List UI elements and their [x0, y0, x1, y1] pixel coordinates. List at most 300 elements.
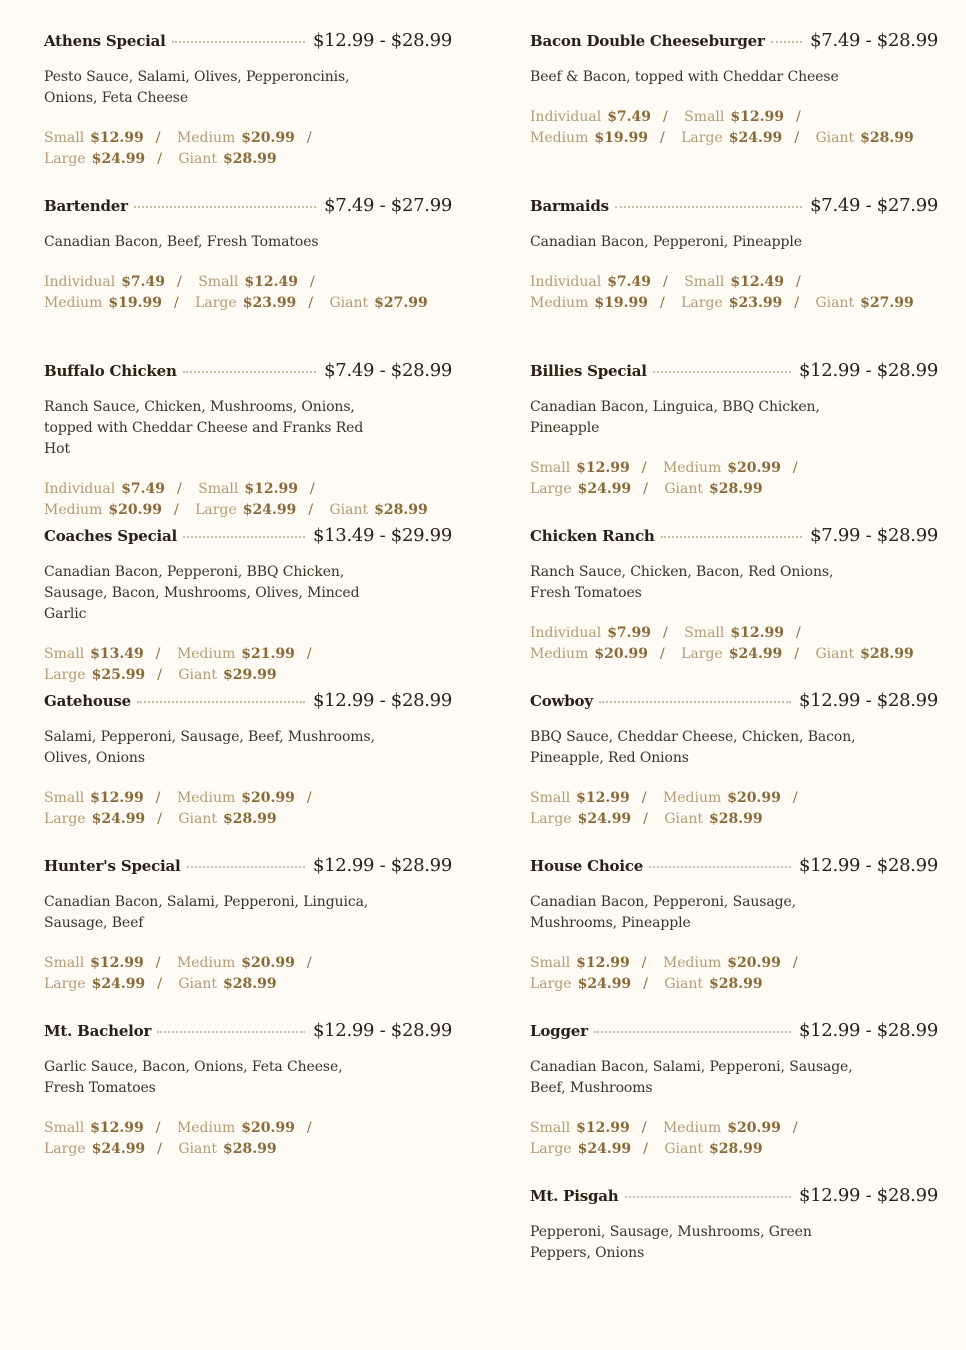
size-price: $20.99: [241, 130, 295, 146]
size-option-small[interactable]: [684, 625, 784, 641]
menu-item-sizes: [44, 272, 444, 314]
size-price: $24.99: [91, 1141, 146, 1157]
menu-item-coaches-special[interactable]: [44, 525, 452, 690]
size-option-individual[interactable]: [530, 625, 651, 641]
size-separator: /: [795, 274, 801, 290]
size-option-medium[interactable]: [530, 646, 648, 662]
size-option-small[interactable]: [530, 460, 630, 476]
menu-item-price-range: $12.99 - $28.99: [799, 360, 938, 381]
dotted-leader: [653, 371, 791, 373]
size-price: $20.99: [727, 1120, 781, 1136]
menu-column-right: [530, 30, 938, 1350]
size-label: Giant: [329, 502, 369, 518]
size-label: Medium: [662, 460, 722, 476]
size-price: $28.99: [709, 976, 763, 992]
size-separator: /: [309, 274, 315, 290]
menu-item-name: Coaches Special: [44, 527, 178, 545]
size-separator: /: [659, 130, 665, 146]
size-price: $27.99: [860, 295, 914, 311]
menu-item-price-range: $7.49 - $27.99: [810, 195, 938, 216]
menu-item-header: [530, 1185, 938, 1213]
size-option-giant[interactable]: [329, 502, 427, 518]
size-label: Medium: [662, 790, 722, 806]
size-separator: /: [795, 109, 801, 125]
size-label: Small: [44, 1120, 85, 1136]
size-option-giant[interactable]: [329, 295, 427, 311]
dotted-leader: [649, 866, 791, 868]
size-option-large[interactable]: [530, 976, 631, 992]
menu-item-sizes: [44, 479, 444, 521]
size-separator: /: [157, 1141, 162, 1157]
menu-item-sizes: [530, 1118, 930, 1160]
size-price: $24.99: [577, 1141, 632, 1157]
size-price: $20.99: [241, 955, 295, 971]
size-separator: /: [173, 502, 179, 518]
size-label: Large: [530, 976, 572, 992]
size-option-large[interactable]: [530, 481, 631, 497]
size-separator: /: [157, 976, 162, 992]
menu-item-description: Salami, Pepperoni, Sausage, Beef, Mushrooms, Olives, Onions: [44, 729, 375, 766]
menu-item-header: [44, 30, 452, 58]
size-option-large[interactable]: [195, 295, 296, 311]
size-option-large[interactable]: [681, 130, 782, 146]
size-option-large[interactable]: [530, 1141, 631, 1157]
size-price: $7.49: [607, 274, 652, 290]
size-option-small[interactable]: [198, 481, 298, 497]
size-option-small[interactable]: [684, 109, 784, 125]
size-option-large[interactable]: [681, 646, 782, 662]
menu-item-price-range: $13.49 - $29.99: [313, 525, 452, 546]
size-price: $12.99: [576, 460, 630, 476]
menu-column-left: [44, 30, 452, 1350]
size-separator: /: [641, 790, 647, 806]
menu-item-price-range: $7.99 - $28.99: [810, 525, 938, 546]
menu-item-description: Pesto Sauce, Salami, Olives, Pepperoncinis, Onions, Feta Cheese: [44, 69, 350, 106]
size-price: $23.99: [728, 295, 783, 311]
menu-item-description: BBQ Sauce, Cheddar Cheese, Chicken, Bacon, Pineapple, Red Onions: [530, 729, 856, 766]
size-separator: /: [663, 109, 668, 125]
menu-item-price-range: $7.49 - $28.99: [324, 360, 452, 381]
size-separator: /: [309, 481, 315, 497]
size-separator: /: [792, 790, 798, 806]
size-option-large[interactable]: [195, 502, 296, 518]
size-label: Small: [44, 130, 85, 146]
size-price: $20.99: [241, 1120, 295, 1136]
size-separator: /: [641, 460, 647, 476]
size-label: Small: [684, 109, 725, 125]
menu-item-mt-pisgah[interactable]: [530, 1185, 938, 1350]
menu-item-sizes: [44, 1118, 444, 1160]
size-price: $20.99: [594, 646, 648, 662]
size-option-medium[interactable]: [177, 130, 295, 146]
menu-item-description: Canadian Bacon, Pepperoni, Pineapple: [530, 234, 802, 250]
size-label: Large: [195, 502, 237, 518]
size-separator: /: [177, 274, 182, 290]
size-option-medium[interactable]: [530, 130, 648, 146]
size-price: $28.99: [860, 646, 914, 662]
menu-item-name: Gatehouse: [44, 692, 132, 710]
size-label: Individual: [44, 274, 116, 290]
menu-item-name: Logger: [530, 1022, 588, 1040]
size-option-medium[interactable]: [44, 295, 162, 311]
size-separator: /: [157, 151, 162, 167]
menu-item-header: [530, 1020, 938, 1048]
size-separator: /: [663, 625, 668, 641]
size-price: $28.99: [223, 1141, 277, 1157]
size-price: $12.99: [90, 130, 144, 146]
size-option-small[interactable]: [44, 790, 144, 806]
menu-item-gatehouse[interactable]: [44, 690, 452, 855]
dotted-leader: [183, 536, 305, 538]
size-label: Individual: [530, 274, 602, 290]
menu-item-buffalo-chicken[interactable]: [44, 360, 452, 525]
menu-item-cowboy[interactable]: [530, 690, 938, 855]
size-price: $24.99: [577, 976, 632, 992]
menu: [44, 30, 938, 1350]
menu-item-hunter-s-special[interactable]: [44, 855, 452, 1020]
size-label: Medium: [44, 502, 103, 518]
menu-item-name: Athens Special: [44, 32, 166, 50]
menu-item-mt-bachelor[interactable]: [44, 1020, 452, 1185]
size-option-individual[interactable]: [530, 109, 651, 125]
size-price: $7.49: [607, 109, 652, 125]
size-price: $20.99: [727, 790, 781, 806]
size-option-small[interactable]: [530, 1120, 630, 1136]
dotted-leader: [137, 701, 305, 703]
size-option-giant[interactable]: [664, 976, 762, 992]
menu-item-header: [530, 30, 938, 58]
size-option-giant[interactable]: [178, 667, 276, 683]
size-label: Small: [530, 955, 571, 971]
size-option-small[interactable]: [44, 646, 144, 662]
size-option-small[interactable]: [530, 955, 630, 971]
size-label: Large: [530, 811, 572, 827]
dotted-leader: [594, 1031, 791, 1033]
size-label: Small: [198, 274, 239, 290]
size-price: $28.99: [223, 811, 277, 827]
menu-item-sizes: [44, 953, 444, 995]
size-label: Small: [44, 790, 85, 806]
menu-item-description: Canadian Bacon, Pepperoni, BBQ Chicken, Sausage, Bacon, Mushrooms, Olives, Minced Garlic: [44, 564, 360, 622]
menu-item-description: Pepperoni, Sausage, Mushrooms, Green Peppers, Onions: [530, 1224, 812, 1261]
size-label: Individual: [530, 625, 602, 641]
size-label: Giant: [178, 151, 218, 167]
menu-item-price-range: $12.99 - $28.99: [799, 1185, 938, 1206]
size-price: $7.49: [121, 481, 166, 497]
size-price: $12.99: [730, 625, 784, 641]
size-label: Large: [681, 646, 723, 662]
size-price: $28.99: [374, 502, 428, 518]
size-separator: /: [795, 625, 801, 641]
size-separator: /: [663, 274, 668, 290]
size-price: $24.99: [577, 481, 632, 497]
menu-item-sizes: [530, 623, 930, 665]
size-label: Small: [684, 625, 725, 641]
size-separator: /: [306, 955, 312, 971]
menu-item-name: Buffalo Chicken: [44, 362, 177, 380]
size-price: $24.99: [91, 976, 146, 992]
menu-item-logger[interactable]: [530, 1020, 938, 1185]
size-option-medium[interactable]: [663, 790, 781, 806]
size-separator: /: [643, 1141, 648, 1157]
size-option-large[interactable]: [44, 667, 145, 683]
size-label: Large: [681, 130, 723, 146]
size-option-medium[interactable]: [177, 955, 295, 971]
menu-item-description: Canadian Bacon, Salami, Pepperoni, Sausage, Beef, Mushrooms: [530, 1059, 853, 1096]
dotted-leader: [599, 701, 791, 703]
size-label: Giant: [664, 811, 704, 827]
size-separator: /: [643, 481, 648, 497]
size-separator: /: [794, 295, 800, 311]
menu-item-chicken-ranch[interactable]: [530, 525, 938, 690]
menu-item-description: Ranch Sauce, Chicken, Mushrooms, Onions, topped with Cheddar Cheese and Franks Red Hot: [44, 399, 364, 457]
size-label: Large: [44, 1141, 86, 1157]
menu-item-sizes: [44, 644, 444, 686]
menu-item-sizes: [44, 128, 444, 170]
size-option-giant[interactable]: [178, 1141, 276, 1157]
size-price: $28.99: [709, 481, 763, 497]
menu-item-header: [44, 195, 452, 223]
menu-item-barmaids[interactable]: [530, 195, 938, 360]
size-label: Small: [198, 481, 239, 497]
size-label: Medium: [530, 295, 589, 311]
size-price: $24.99: [728, 646, 783, 662]
size-price: $7.99: [607, 625, 652, 641]
size-separator: /: [308, 295, 314, 311]
size-separator: /: [792, 460, 798, 476]
size-separator: /: [173, 295, 179, 311]
size-price: $28.99: [223, 976, 277, 992]
size-label: Individual: [44, 481, 116, 497]
size-option-small[interactable]: [44, 130, 144, 146]
size-price: $12.99: [90, 790, 144, 806]
menu-item-header: [44, 690, 452, 718]
size-option-large[interactable]: [681, 295, 782, 311]
menu-item-name: Chicken Ranch: [530, 527, 655, 545]
size-option-individual[interactable]: [530, 274, 651, 290]
size-option-medium[interactable]: [663, 1120, 781, 1136]
menu-item-sizes: [530, 272, 930, 314]
size-price: $12.99: [244, 481, 298, 497]
size-label: Large: [44, 976, 86, 992]
size-price: $12.99: [576, 1120, 630, 1136]
menu-item-sizes: [530, 953, 930, 995]
size-option-large[interactable]: [530, 811, 631, 827]
dotted-leader: [183, 371, 317, 373]
menu-item-header: [530, 690, 938, 718]
menu-item-description: Garlic Sauce, Bacon, Onions, Feta Cheese, Fresh Tomatoes: [44, 1059, 343, 1096]
size-label: Medium: [176, 955, 236, 971]
size-option-medium[interactable]: [44, 502, 162, 518]
size-option-giant[interactable]: [664, 1141, 762, 1157]
size-price: $28.99: [709, 811, 763, 827]
size-option-medium[interactable]: [177, 1120, 295, 1136]
menu-item-athens-special[interactable]: [44, 30, 452, 195]
menu-item-name: Hunter's Special: [44, 857, 181, 875]
menu-item-billies-special[interactable]: [530, 360, 938, 525]
menu-item-house-choice[interactable]: [530, 855, 938, 1020]
size-label: Individual: [530, 109, 602, 125]
menu-item-name: Mt. Bachelor: [44, 1022, 152, 1040]
size-separator: /: [659, 646, 665, 662]
size-label: Giant: [664, 481, 704, 497]
size-option-medium[interactable]: [177, 646, 295, 662]
size-price: $24.99: [577, 811, 632, 827]
menu-item-bacon-double-cheeseburger[interactable]: [530, 30, 938, 195]
size-label: Small: [530, 460, 571, 476]
size-separator: /: [157, 811, 162, 827]
size-option-giant[interactable]: [178, 811, 276, 827]
size-separator: /: [792, 955, 798, 971]
size-price: $12.49: [730, 274, 784, 290]
size-separator: /: [157, 667, 162, 683]
dotted-leader: [615, 206, 802, 208]
size-price: $24.99: [91, 151, 146, 167]
menu-item-price-range: $12.99 - $28.99: [799, 690, 938, 711]
size-separator: /: [155, 1120, 161, 1136]
size-option-small[interactable]: [530, 790, 630, 806]
size-option-large[interactable]: [44, 811, 145, 827]
menu-item-description: Canadian Bacon, Beef, Fresh Tomatoes: [44, 234, 319, 250]
menu-item-price-range: $12.99 - $28.99: [313, 30, 452, 51]
size-price: $20.99: [108, 502, 162, 518]
size-price: $19.99: [594, 130, 648, 146]
size-option-giant[interactable]: [815, 646, 913, 662]
menu-item-header: [530, 360, 938, 388]
size-separator: /: [306, 790, 312, 806]
size-option-large[interactable]: [44, 976, 145, 992]
size-option-medium[interactable]: [663, 955, 781, 971]
size-option-individual[interactable]: [44, 481, 165, 497]
size-label: Giant: [664, 976, 704, 992]
size-label: Giant: [329, 295, 369, 311]
size-price: $20.99: [241, 790, 295, 806]
menu-item-price-range: $7.49 - $27.99: [324, 195, 452, 216]
size-price: $19.99: [108, 295, 162, 311]
size-label: Medium: [176, 1120, 236, 1136]
size-label: Giant: [664, 1141, 704, 1157]
menu-item-sizes: [530, 788, 930, 830]
size-option-medium[interactable]: [177, 790, 295, 806]
size-price: $12.99: [730, 109, 784, 125]
size-label: Large: [195, 295, 237, 311]
size-option-medium[interactable]: [663, 460, 781, 476]
size-label: Large: [44, 667, 86, 683]
size-label: Small: [44, 955, 85, 971]
size-price: $12.99: [90, 1120, 144, 1136]
size-option-giant[interactable]: [664, 811, 762, 827]
size-label: Giant: [178, 811, 218, 827]
size-label: Large: [530, 1141, 572, 1157]
menu-item-price-range: $12.99 - $28.99: [313, 1020, 452, 1041]
size-label: Giant: [178, 1141, 218, 1157]
menu-item-name: Bartender: [44, 197, 128, 215]
size-price: $13.49: [90, 646, 144, 662]
size-price: $20.99: [727, 955, 781, 971]
dotted-leader: [187, 866, 305, 868]
size-label: Giant: [815, 646, 855, 662]
menu-item-header: [530, 195, 938, 223]
menu-item-price-range: $12.99 - $28.99: [313, 690, 452, 711]
dotted-leader: [134, 206, 316, 208]
size-price: $12.99: [576, 790, 630, 806]
size-price: $21.99: [241, 646, 295, 662]
size-option-large[interactable]: [44, 1141, 145, 1157]
size-price: $25.99: [91, 667, 146, 683]
size-price: $29.99: [223, 667, 277, 683]
size-option-small[interactable]: [44, 1120, 144, 1136]
menu-item-name: Cowboy: [530, 692, 593, 710]
menu-item-name: House Choice: [530, 857, 644, 875]
menu-item-header: [530, 855, 938, 883]
size-separator: /: [306, 1120, 312, 1136]
size-separator: /: [641, 1120, 647, 1136]
menu-item-description: Ranch Sauce, Chicken, Bacon, Red Onions, Fresh Tomatoes: [530, 564, 834, 601]
size-price: $24.99: [728, 130, 783, 146]
size-label: Medium: [662, 955, 722, 971]
size-price: $12.99: [576, 955, 630, 971]
size-price: $28.99: [709, 1141, 763, 1157]
size-option-individual[interactable]: [44, 274, 165, 290]
size-price: $24.99: [242, 502, 297, 518]
size-price: $28.99: [860, 130, 914, 146]
size-separator: /: [306, 130, 312, 146]
size-label: Small: [530, 790, 571, 806]
size-label: Medium: [176, 130, 236, 146]
menu-item-bartender[interactable]: [44, 195, 452, 360]
size-separator: /: [155, 955, 161, 971]
menu-item-price-range: $12.99 - $28.99: [313, 855, 452, 876]
size-separator: /: [659, 295, 665, 311]
size-label: Small: [684, 274, 725, 290]
size-option-medium[interactable]: [530, 295, 648, 311]
size-separator: /: [306, 646, 312, 662]
menu-item-header: [530, 525, 938, 553]
size-option-small[interactable]: [198, 274, 298, 290]
size-price: $7.49: [121, 274, 166, 290]
size-label: Medium: [176, 790, 236, 806]
size-price: $28.99: [223, 151, 277, 167]
size-price: $20.99: [727, 460, 781, 476]
dotted-leader: [661, 536, 803, 538]
size-option-giant[interactable]: [815, 295, 913, 311]
menu-item-header: [44, 1020, 452, 1048]
menu-item-name: Barmaids: [530, 197, 609, 215]
size-option-large[interactable]: [44, 151, 145, 167]
size-option-giant[interactable]: [178, 151, 276, 167]
size-label: Medium: [44, 295, 103, 311]
menu-item-name: Bacon Double Cheeseburger: [530, 32, 765, 50]
size-price: $24.99: [91, 811, 146, 827]
size-separator: /: [794, 646, 800, 662]
size-separator: /: [308, 502, 314, 518]
size-label: Large: [44, 151, 86, 167]
size-label: Medium: [530, 646, 589, 662]
size-option-small[interactable]: [684, 274, 784, 290]
menu-item-sizes: [530, 107, 930, 149]
size-label: Large: [681, 295, 723, 311]
size-option-giant[interactable]: [815, 130, 913, 146]
size-option-giant[interactable]: [178, 976, 276, 992]
size-separator: /: [155, 130, 161, 146]
size-option-giant[interactable]: [664, 481, 762, 497]
size-separator: /: [792, 1120, 798, 1136]
menu-item-sizes: [44, 788, 444, 830]
menu-item-price-range: $7.49 - $28.99: [810, 30, 938, 51]
size-label: Large: [530, 481, 572, 497]
menu-item-price-range: $12.99 - $28.99: [799, 1020, 938, 1041]
size-option-small[interactable]: [44, 955, 144, 971]
